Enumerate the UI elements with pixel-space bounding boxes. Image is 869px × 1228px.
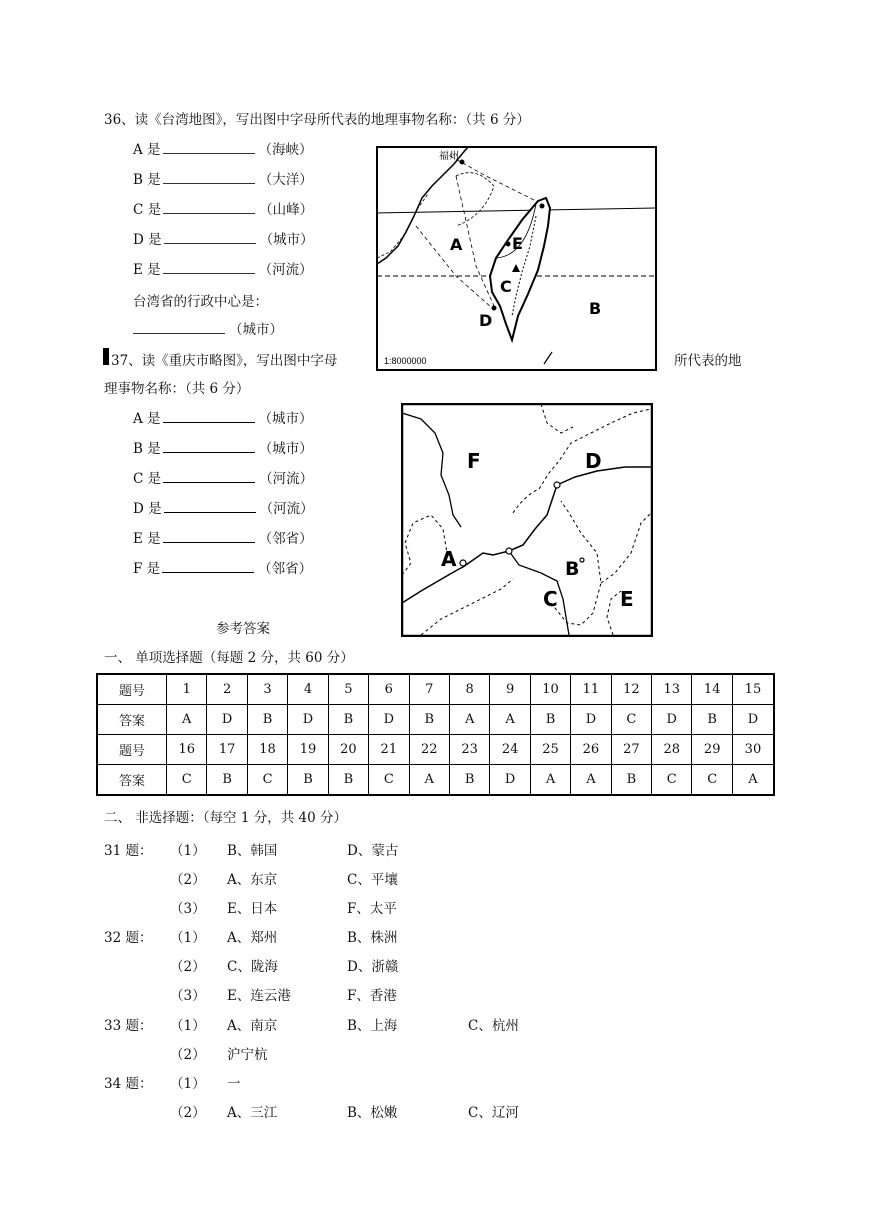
table-cell: 12 [611, 674, 651, 705]
question-number: 32 题： [104, 930, 153, 946]
answer-a: E、连云港 [227, 988, 291, 1004]
table-row [97, 705, 774, 735]
table-cell: 22 [409, 735, 449, 765]
item-prefix: B 是 [133, 172, 161, 188]
answer-a: 沪宁杭 [227, 1047, 268, 1063]
table-cell: D [732, 705, 774, 735]
answer-b: B、上海 [347, 1018, 398, 1034]
q36-item-d [133, 228, 314, 248]
table-cell: B [692, 705, 732, 735]
table-cell: D [288, 705, 328, 735]
table-cell: C [652, 765, 692, 796]
sub-number: （3） [170, 988, 206, 1004]
table-row [97, 735, 774, 765]
q37-title-line2: 理事物名称：（共 6 分） [104, 381, 250, 397]
item-prefix: E 是 [133, 531, 161, 547]
table-cell: B [247, 705, 287, 735]
table-cell: 8 [449, 674, 489, 705]
q37-item-e [133, 527, 313, 547]
table-cell: 10 [530, 674, 570, 705]
sub-number: （1） [170, 1076, 206, 1092]
item-suffix: （邻省） [258, 531, 313, 547]
item-suffix: （邻省） [258, 561, 313, 577]
map-label-e: E [512, 234, 523, 253]
table-cell: 9 [490, 674, 530, 705]
table-cell: C [167, 765, 207, 796]
sub-number: （1） [170, 843, 206, 859]
table-cell: C [692, 765, 732, 796]
table-cell: A [167, 705, 207, 735]
answer-a: A、南京 [227, 1018, 278, 1034]
table-cell: B [611, 765, 651, 796]
table-cell: 11 [571, 674, 611, 705]
map-label-d: D [479, 311, 493, 330]
answer-a: 一 [227, 1076, 241, 1092]
table-cell: 26 [571, 735, 611, 765]
map-label-e: E [620, 587, 634, 611]
item-suffix: （城市） [258, 411, 313, 427]
q36-item-e [133, 258, 313, 278]
q36-admin-center: 台湾省的行政中心是： [133, 294, 268, 310]
map-label-f: F [467, 449, 481, 473]
taiwan-map [376, 146, 658, 372]
q36-item-c [133, 198, 313, 218]
item-suffix: （河流） [259, 501, 314, 517]
answer-table [96, 673, 775, 796]
table-cell: 1 [167, 674, 207, 705]
answer-b: D、蒙古 [347, 843, 399, 859]
answer-blank[interactable] [162, 558, 254, 573]
item-prefix: E 是 [133, 262, 161, 278]
answer-a: A、三江 [227, 1105, 278, 1121]
q37-title-part2: 所代表的地 [674, 353, 742, 369]
item-suffix: （城市） [259, 232, 314, 248]
sub-number: （2） [170, 959, 206, 975]
q36-title: 36、读《台湾地图》，写出图中字母所代表的地理事物名称：（共 6 分） [104, 112, 530, 128]
table-cell: A [530, 765, 570, 796]
answer-blank[interactable] [133, 319, 225, 334]
table-cell: B [288, 765, 328, 796]
paragraph-marker [103, 348, 109, 365]
table-cell: B [207, 765, 247, 796]
table-row [97, 674, 774, 705]
table-cell: B [530, 705, 570, 735]
answer-blank[interactable] [163, 438, 255, 453]
answer-b: B、株洲 [347, 930, 398, 946]
table-cell: 7 [409, 674, 449, 705]
answer-blank[interactable] [163, 169, 255, 184]
table-cell: 5 [328, 674, 368, 705]
answers-heading: 参考答案 [216, 621, 270, 637]
item-suffix: （城市） [258, 441, 313, 457]
table-cell: 24 [490, 735, 530, 765]
question-number: 33 题： [104, 1018, 153, 1034]
map-label-b: B [565, 558, 580, 580]
table-cell: D [369, 705, 409, 735]
table-row [97, 765, 774, 796]
table-cell: A [571, 765, 611, 796]
item-suffix: （山峰） [259, 202, 314, 218]
table-cell: D [490, 765, 530, 796]
answer-b: C、平壤 [347, 872, 398, 888]
table-cell: 15 [732, 674, 774, 705]
table-cell: 13 [652, 674, 692, 705]
answer-a: E、日本 [227, 901, 278, 917]
answer-blank[interactable] [163, 528, 255, 543]
section1-title: 一、 单项选择题（每题 2 分，共 60 分） [104, 650, 354, 666]
table-cell: A [409, 765, 449, 796]
table-cell: 题号 [97, 674, 167, 705]
item-prefix: B 是 [133, 441, 161, 457]
table-cell: B [449, 765, 489, 796]
table-cell: B [409, 705, 449, 735]
table-cell: 2 [207, 674, 247, 705]
question-number: 34 题： [104, 1076, 153, 1092]
q37-item-b [133, 437, 313, 457]
sub-number: （1） [170, 1018, 206, 1034]
sub-number: （2） [170, 1105, 206, 1121]
table-cell: A [449, 705, 489, 735]
q37-item-a [133, 407, 313, 427]
sub-number: （3） [170, 901, 206, 917]
item-prefix: F 是 [133, 561, 161, 577]
table-cell: 25 [530, 735, 570, 765]
answer-a: A、郑州 [227, 930, 278, 946]
table-cell: 23 [449, 735, 489, 765]
table-cell: C [611, 705, 651, 735]
table-cell: 14 [692, 674, 732, 705]
answer-blank[interactable] [163, 199, 255, 214]
table-cell: 28 [652, 735, 692, 765]
answer-b: D、浙赣 [347, 959, 399, 975]
table-cell: 30 [732, 735, 774, 765]
map-label-c: C [543, 587, 558, 611]
map-scale: 1:8000000 [384, 356, 427, 366]
sub-number: （2） [170, 1047, 206, 1063]
table-cell: D [571, 705, 611, 735]
item-suffix: （河流） [258, 262, 313, 278]
q36-item-a [133, 138, 313, 158]
q37-item-f [133, 557, 312, 577]
map-label-b: B [589, 299, 602, 318]
table-cell: 18 [247, 735, 287, 765]
table-cell: D [207, 705, 247, 735]
table-cell: A [732, 765, 774, 796]
table-cell: 19 [288, 735, 328, 765]
answer-blank[interactable] [163, 468, 255, 483]
table-cell: 27 [611, 735, 651, 765]
answer-blank[interactable] [164, 229, 256, 244]
answer-a: C、陇海 [227, 959, 278, 975]
answer-c: C、辽河 [468, 1105, 519, 1121]
item-prefix: A 是 [133, 142, 161, 158]
map-label-fuzhou: 福州 [439, 151, 459, 162]
item-suffix: （大洋） [258, 172, 313, 188]
q37-item-d [133, 497, 314, 517]
answer-a: A、东京 [227, 872, 278, 888]
question-number: 31 题： [104, 843, 153, 859]
table-cell: 答案 [97, 705, 167, 735]
answer-b: F、香港 [347, 988, 397, 1004]
table-cell: 4 [288, 674, 328, 705]
item-prefix: D 是 [133, 232, 162, 248]
answer-blank[interactable] [164, 498, 256, 513]
table-cell: B [328, 705, 368, 735]
table-cell: D [652, 705, 692, 735]
answer-blank[interactable] [163, 259, 255, 274]
table-cell: B [328, 765, 368, 796]
item-prefix: C 是 [133, 471, 162, 487]
answer-c: C、杭州 [468, 1018, 519, 1034]
item-suffix: （城市） [229, 322, 283, 338]
map-label-a: A [441, 547, 457, 571]
answer-b: F、太平 [347, 901, 397, 917]
map-label-c: C [500, 277, 512, 296]
table-cell: 20 [328, 735, 368, 765]
table-cell: C [369, 765, 409, 796]
table-cell: 6 [369, 674, 409, 705]
section2-title: 二、 非选择题：（每空 1 分，共 40 分） [104, 810, 347, 826]
q37-title-part1: 37、读《重庆市略图》，写出图中字母 [111, 353, 338, 369]
table-cell: A [490, 705, 530, 735]
table-cell: 16 [167, 735, 207, 765]
table-cell: 3 [247, 674, 287, 705]
item-prefix: A 是 [133, 411, 161, 427]
sub-number: （2） [170, 872, 206, 888]
answer-b: B、松嫩 [347, 1105, 398, 1121]
table-cell: 17 [207, 735, 247, 765]
table-cell: 题号 [97, 735, 167, 765]
q36-item-b [133, 168, 313, 188]
sub-number: （1） [170, 930, 206, 946]
answer-blank[interactable] [163, 139, 255, 154]
item-prefix: D 是 [133, 501, 162, 517]
table-cell: 29 [692, 735, 732, 765]
answer-a: B、韩国 [227, 843, 278, 859]
table-cell: 答案 [97, 765, 167, 796]
table-cell: 21 [369, 735, 409, 765]
answer-blank[interactable] [163, 408, 255, 423]
table-cell: C [247, 765, 287, 796]
item-suffix: （河流） [259, 471, 314, 487]
q37-item-c [133, 467, 313, 487]
q36-admin-answer [133, 318, 283, 338]
item-suffix: （海峡） [258, 142, 313, 158]
map-label-d: D [585, 449, 602, 473]
chongqing-map [401, 403, 653, 637]
map-label-a: A [450, 235, 463, 254]
item-prefix: C 是 [133, 202, 162, 218]
